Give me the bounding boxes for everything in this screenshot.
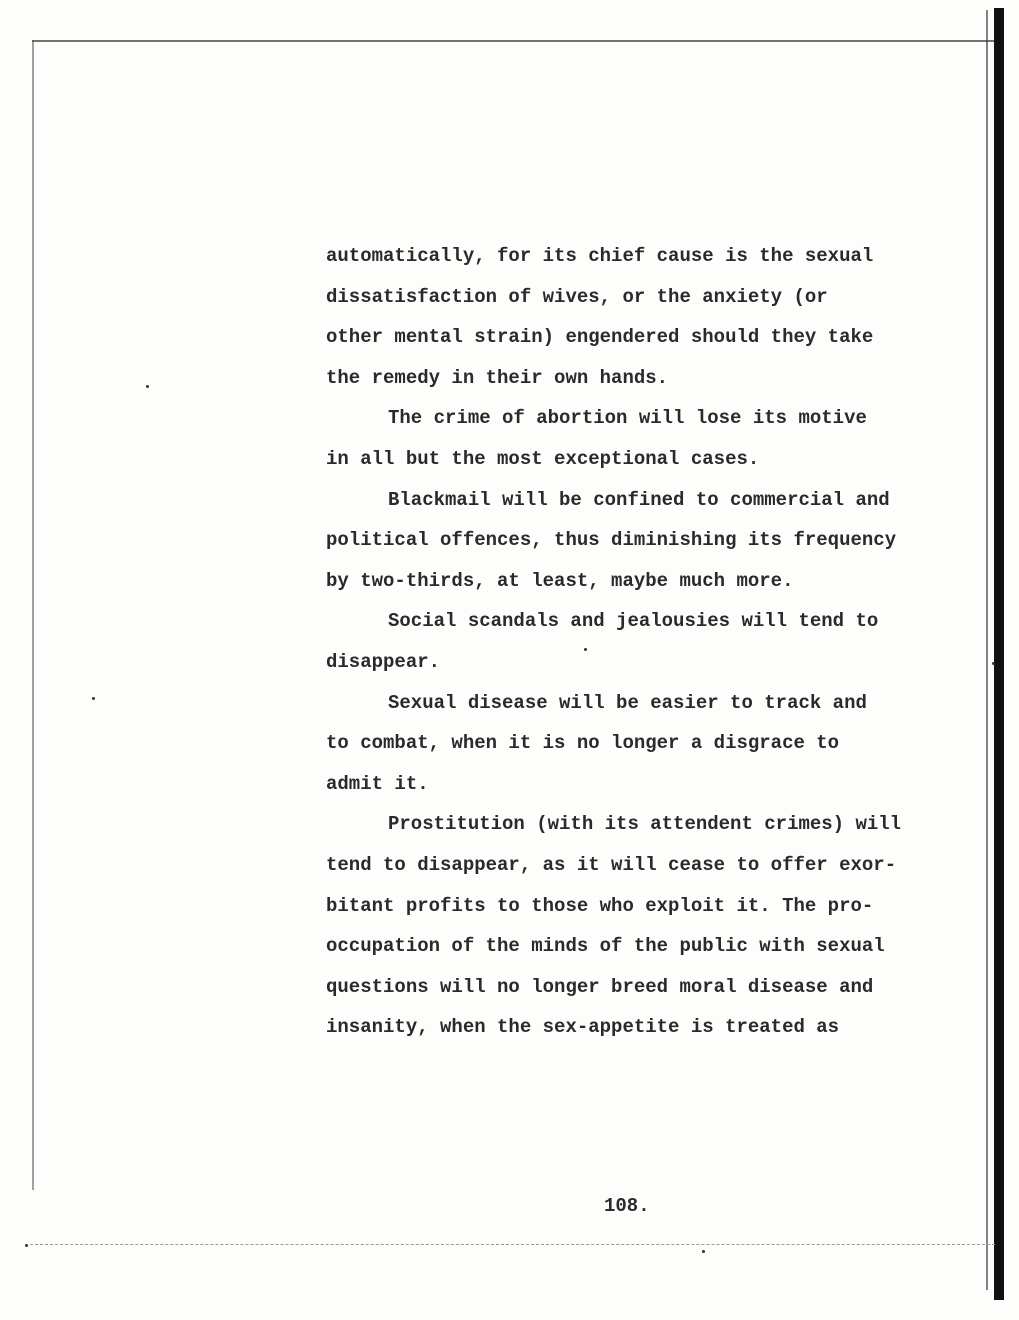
page-edge-bottom [30, 1244, 995, 1245]
text-line: in all but the most exceptional cases. [326, 447, 760, 470]
text-line: Blackmail will be confined to commercial and [388, 488, 890, 511]
text-line: bitant profits to those who exploit it. The pro- [326, 894, 874, 917]
text-line: disappear. [326, 650, 441, 673]
text-line: Social scandals and jealousies will tend to [388, 610, 879, 633]
scan-speck [702, 1250, 705, 1253]
text-line: political offences, thus diminishing its frequency [326, 529, 897, 552]
text-line: insanity, when the sex-appetite is treated as [326, 1016, 840, 1039]
text-line: Prostitution (with its attendent crimes) will [388, 813, 902, 836]
page-edge-top [32, 40, 994, 42]
text-line: other mental strain) engendered should they take [326, 326, 874, 349]
text-line: occupation of the minds of the public with sexual [326, 935, 885, 958]
text-line: Sexual disease will be easier to track and [388, 691, 867, 714]
scan-speck [146, 385, 149, 388]
text-line: by two-thirds, at least, maybe much more. [326, 569, 794, 592]
scan-speck [92, 697, 95, 700]
scan-speck [992, 662, 995, 665]
text-line: questions will no longer breed moral disease and [326, 975, 874, 998]
page-number: 108. [604, 1195, 650, 1217]
text-line: the remedy in their own hands. [326, 366, 669, 389]
text-line: tend to disappear, as it will cease to offer exor- [326, 853, 897, 876]
typed-text-body [326, 236, 946, 1048]
text-line: The crime of abortion will lose its motive [388, 407, 867, 430]
page-edge-right [994, 8, 1004, 1300]
text-line: automatically, for its chief cause is the sexual [326, 245, 874, 267]
text-line: to combat, when it is no longer a disgrace to [326, 732, 840, 755]
text-line: dissatisfaction of wives, or the anxiety (or [326, 285, 828, 308]
text-line: admit it. [326, 772, 429, 795]
scan-speck [25, 1244, 28, 1247]
page-edge-right-inner [986, 10, 988, 1290]
page-edge-left [32, 40, 34, 1190]
